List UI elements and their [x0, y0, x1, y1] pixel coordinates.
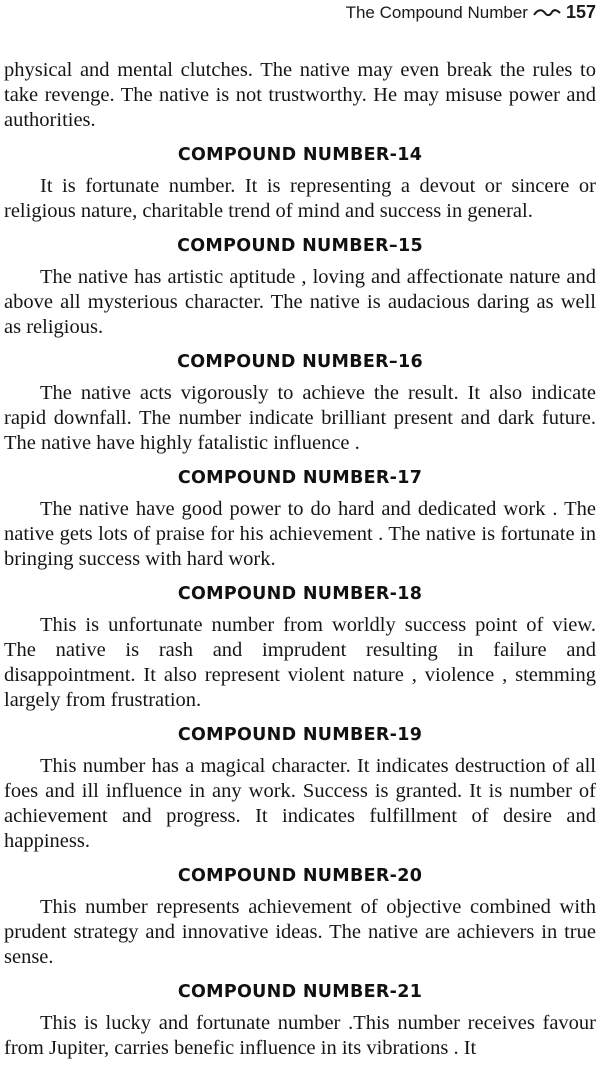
running-head [346, 2, 596, 23]
section-heading-17: COMPOUND NUMBER-17 [177, 468, 423, 488]
section-heading-21: COMPOUND NUMBER-21 [177, 982, 423, 1002]
swash-ornament-icon [533, 8, 561, 18]
intro-paragraph: physical and mental clutches. The native may even break the rules to take revenge. The native is not trustworthy. He may misuse power and authorities. [4, 59, 596, 131]
section-text-21: This is lucky and fortunate number .This number receives favour from Jupiter, carries benefic influence in its vibrations . It [4, 1012, 596, 1059]
section-heading-20: COMPOUND NUMBER-20 [177, 866, 423, 886]
section-text-14: It is fortunate number. It is representing a devout or sincere or religious nature, charitable trend of mind and success in general. [4, 175, 596, 222]
section-text-17: The native have good power to do hard and dedicated work . The native gets lots of praise for his achievement . The native is fortunate in bringing success with hard work. [4, 498, 596, 570]
section-text-16: The native acts vigorously to achieve the result. It also indicate rapid downfall. The number indicate brilliant present and dark future. The native have highly fatalistic influence . [4, 382, 596, 454]
section-text-20: This number represents achievement of objective combined with prudent strategy and innovative ideas. The native are achievers in true sense. [4, 896, 596, 968]
section-heading-18: COMPOUND NUMBER-18 [177, 584, 423, 604]
section-text-15: The native has artistic aptitude , loving and affectionate nature and above all mysterious character. The native is audacious daring as well as religious. [4, 266, 596, 338]
page-body [4, 58, 596, 1061]
section-heading-14: COMPOUND NUMBER-14 [177, 145, 423, 165]
page-number: 157 [565, 2, 596, 22]
section-text-19: This number has a magical character. It indicates destruction of all foes and ill influence in any work. Success is granted. It is number of achievement and progress. It indicates fulfillment of desire and happiness. [4, 755, 596, 852]
section-heading-16: COMPOUND NUMBER–16 [177, 352, 423, 372]
section-text-18: This is unfortunate number from worldly success point of view. The native is rash and imprudent resulting in failure and disappointment. It also represent violent nature , violence , stemming largely from frustration. [4, 614, 596, 711]
section-heading-19: COMPOUND NUMBER-19 [177, 725, 423, 745]
section-heading-15: COMPOUND NUMBER–15 [177, 236, 423, 256]
running-title: The Compound Number [345, 2, 528, 22]
